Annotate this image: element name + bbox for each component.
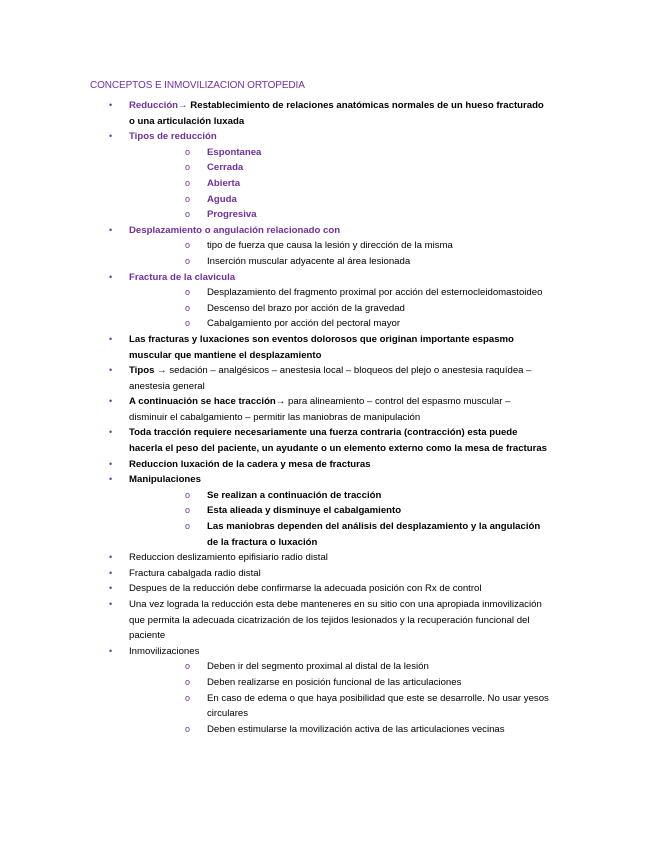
sub-list: [168, 145, 550, 223]
bullet-icon: •: [109, 645, 113, 656]
item-text: Fractura cabalgada radio distal: [129, 567, 261, 579]
bullet-icon: •: [109, 567, 113, 578]
circle-bullet-icon: o: [185, 240, 191, 251]
list-item-inmovilizacion-apropiada: [90, 597, 550, 644]
bullet-icon: •: [109, 599, 113, 609]
term-label: Desplazamiento o angulación relacionado con: [129, 224, 341, 236]
circle-bullet-icon: o: [185, 676, 191, 687]
bullet-icon: •: [109, 396, 113, 407]
bullet-icon: •: [109, 271, 113, 282]
sub-item: o Desplazamiento del fragmento proximal por acción del esternocleidomastoideo: [168, 285, 550, 301]
list-item-manipulaciones: [90, 472, 550, 550]
sub-list: [168, 238, 550, 269]
sub-list: [168, 659, 550, 737]
sub-item: o Cerrada: [168, 160, 550, 176]
circle-bullet-icon: o: [185, 209, 191, 220]
circle-bullet-icon: o: [185, 193, 191, 204]
term-label: Fractura de la clavicula: [129, 271, 236, 283]
sub-item: o Deben ir del segmento proximal al distal de la lesión: [168, 659, 550, 675]
sub-item: o En caso de edema o que haya posibilidad que este se desarrolle. No usar yesos circulares: [185, 692, 549, 720]
bullet-icon: •: [109, 224, 113, 235]
term-label: Tipos de reducción: [129, 131, 217, 143]
term-label: Reducción→: [129, 100, 188, 111]
sub-item: o Descenso del brazo por acción de la gravedad: [168, 301, 550, 317]
item-text: Las fracturas y luxaciones son eventos dolorosos que originan importante espasmo muscular que mantiene el desplazamiento: [129, 333, 514, 361]
item-text: Reduccion deslizamiento epifisiario radio distal: [129, 552, 328, 564]
circle-bullet-icon: o: [185, 723, 191, 734]
list-item-fractura-clavicula: [90, 270, 550, 332]
circle-bullet-icon: o: [185, 287, 191, 298]
bullet-icon: •: [109, 458, 113, 469]
sub-item: o Deben realizarse en posición funcional de las articulaciones: [168, 675, 550, 691]
bullet-icon: •: [109, 583, 113, 594]
list-item-tipos-anestesia: [90, 363, 550, 394]
circle-bullet-icon: o: [185, 489, 191, 500]
sub-item: o Abierta: [168, 176, 550, 192]
bullet-icon: •: [109, 333, 113, 344]
list-item-inmovilizaciones: [90, 644, 550, 738]
list-item-reduccion-cadera: [90, 457, 550, 473]
term-label: Inmovilizaciones: [129, 645, 200, 657]
bullet-icon: •: [109, 131, 113, 142]
term-label: Manipulaciones: [129, 474, 201, 486]
term-label: Tipos: [129, 365, 155, 377]
sub-item: o Espontanea: [168, 145, 550, 161]
sub-list: [168, 488, 550, 550]
item-text: Una vez lograda la reducción esta debe manteneres en su sitio con una apropiada inmovilización que permita la adecuada cicatrización de los tejidos lesionados y la recuperación funcional del paciente: [129, 599, 542, 642]
circle-bullet-icon: o: [185, 146, 191, 157]
list-item-fuerza-contraria: [90, 425, 550, 456]
arrow-icon: →: [154, 365, 170, 377]
item-text: Despues de la reducción debe confirmarse la adecuada posición con Rx de control: [129, 583, 482, 595]
bullet-icon: •: [109, 100, 113, 110]
item-text: Restablecimiento de relaciones anatómicas normales de un hueso fracturado o una articulación luxada: [129, 100, 544, 127]
page-title: CONCEPTOS E INMOVILIZACION ORTOPEDIA: [90, 80, 305, 91]
sub-item: o Aguda: [168, 192, 550, 208]
circle-bullet-icon: o: [185, 255, 191, 266]
sub-item: o Inserción muscular adyacente al área lesionada: [168, 254, 550, 270]
circle-bullet-icon: o: [185, 692, 191, 703]
list-item-desplazamiento: [90, 223, 550, 270]
list-item-eventos-dolorosos: [90, 332, 550, 363]
main-list: [90, 98, 550, 737]
sub-item: o Deben estimularse la movilización activa de las articulaciones vecinas: [168, 722, 550, 738]
list-item-reduccion: [90, 98, 550, 129]
list-item-rx-control: [90, 581, 550, 597]
item-text: Reduccion luxación de la cadera y mesa de fracturas: [129, 458, 371, 470]
list-item-deslizamiento-epifisiario: [90, 550, 550, 566]
sub-item: o Esta alieada y disminuye el cabalgamiento: [168, 503, 550, 519]
list-item-fractura-cabalgada: [90, 566, 550, 582]
circle-bullet-icon: o: [185, 318, 191, 329]
sub-item: o tipo de fuerza que causa la lesión y dirección de la misma: [168, 238, 550, 254]
sub-item: o Progresiva: [168, 207, 550, 223]
sub-item: o Se realizan a continuación de tracción: [168, 488, 550, 504]
list-item-tipos-reduccion: [90, 129, 550, 223]
bullet-icon: •: [109, 474, 113, 485]
sub-list: [168, 285, 550, 332]
bullet-icon: •: [109, 365, 113, 376]
term-label: A continuación se hace tracción→: [129, 396, 286, 408]
circle-bullet-icon: o: [185, 177, 191, 188]
bullet-icon: •: [109, 427, 113, 438]
sub-item: o Cabalgamiento por acción del pectoral mayor: [168, 316, 550, 332]
list-item-traccion: [90, 394, 550, 425]
circle-bullet-icon: o: [185, 162, 191, 173]
circle-bullet-icon: o: [185, 302, 191, 313]
bullet-icon: •: [109, 552, 113, 563]
item-text: sedación – analgésicos – anestesia local – bloqueos del plejo o anestesia raquídea – anestesia general: [129, 365, 532, 392]
circle-bullet-icon: o: [185, 521, 191, 532]
item-text: para alineamiento – control del espasmo muscular – disminuir el cabalgamiento – permitir las maniobras de manipulación: [129, 396, 511, 423]
item-text: Toda tracción requiere necesariamente una fuerza contraria (contracción) esta puede hacerla el peso del paciente, un ayudante o un elemento externo como la mesa de fracturas: [129, 427, 547, 455]
circle-bullet-icon: o: [185, 505, 191, 516]
sub-item: o Las maniobras dependen del análisis del desplazamiento y la angulación de la fractura o luxación: [185, 521, 541, 548]
circle-bullet-icon: o: [185, 661, 191, 672]
